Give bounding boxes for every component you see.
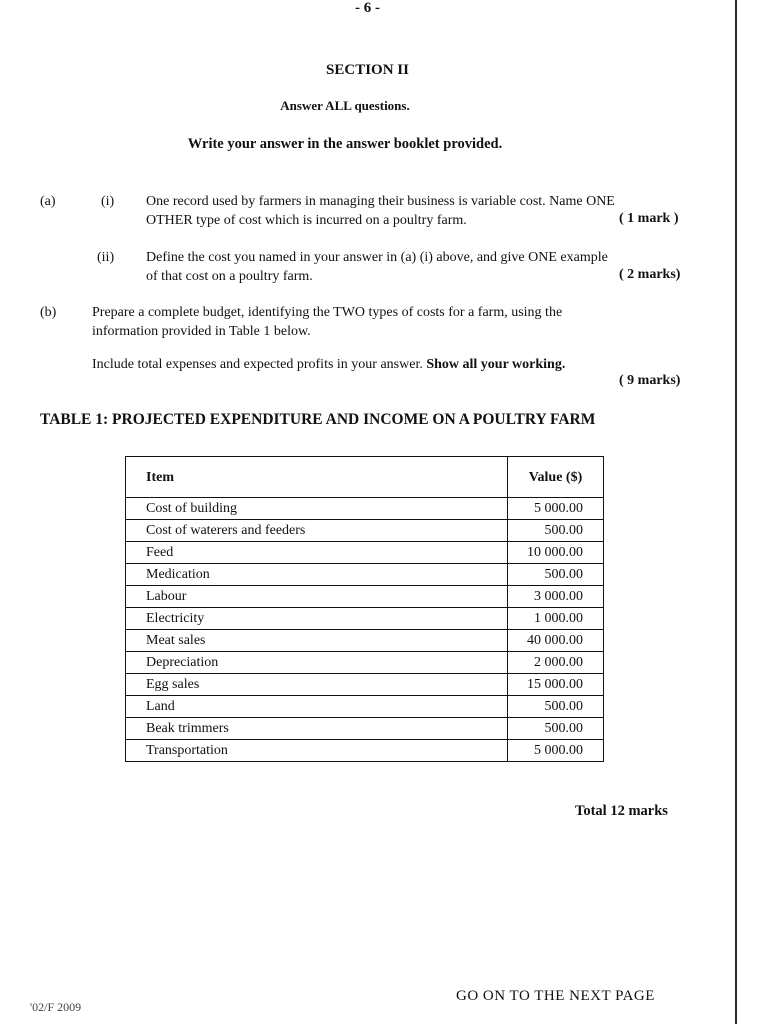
value-cell: 5 000.00: [508, 740, 604, 762]
item-cell: Depreciation: [126, 652, 508, 674]
value-cell: 500.00: [508, 718, 604, 740]
question-a-label: (a): [40, 194, 56, 209]
question-a-ii-label: (ii): [97, 250, 115, 265]
value-cell: 5 000.00: [508, 498, 604, 520]
column-header-item: Item: [126, 457, 508, 498]
page-number: - 6 -: [355, 0, 380, 16]
page-edge-line: [735, 0, 737, 1024]
table-row: [126, 718, 604, 740]
value-cell: 2 000.00: [508, 652, 604, 674]
table-row: [126, 630, 604, 652]
item-cell: Electricity: [126, 608, 508, 630]
table-row: [126, 520, 604, 542]
question-b-line2: information provided in Table 1 below.: [92, 324, 311, 339]
question-a-i-marks: ( 1 mark ): [619, 211, 679, 226]
table-row: [126, 740, 604, 762]
table-row: [126, 652, 604, 674]
footer-next-page: GO ON TO THE NEXT PAGE: [456, 988, 655, 1004]
item-cell: Transportation: [126, 740, 508, 762]
item-cell: Meat sales: [126, 630, 508, 652]
table-title: TABLE 1: PROJECTED EXPENDITURE AND INCOME ON A POULTRY FARM: [40, 411, 596, 428]
section-title: SECTION II: [326, 62, 409, 78]
item-cell: Beak trimmers: [126, 718, 508, 740]
instruction-answer-all: Answer ALL questions.: [280, 98, 410, 113]
question-a-ii-line2: of that cost on a poultry farm.: [146, 269, 313, 284]
table-row: [126, 674, 604, 696]
table-row: [126, 608, 604, 630]
value-cell: 3 000.00: [508, 586, 604, 608]
footer-exam-code: '02/F 2009: [30, 1000, 82, 1014]
table-row: [126, 586, 604, 608]
question-b-marks: ( 9 marks): [619, 373, 681, 388]
item-cell: Egg sales: [126, 674, 508, 696]
question-b-line3-text: Include total expenses and expected profits in your answer.: [92, 357, 423, 372]
data-table: [125, 456, 604, 762]
item-cell: Medication: [126, 564, 508, 586]
value-cell: 500.00: [508, 564, 604, 586]
item-cell: Labour: [126, 586, 508, 608]
value-cell: 1 000.00: [508, 608, 604, 630]
item-cell: Cost of waterers and feeders: [126, 520, 508, 542]
question-a-i-label: (i): [101, 194, 115, 209]
question-a-ii-line1: Define the cost you named in your answer in (a) (i) above, and give ONE example: [146, 250, 608, 265]
question-a-ii-marks: ( 2 marks): [619, 267, 681, 282]
instruction-write-answer: Write your answer in the answer booklet provided.: [187, 136, 503, 152]
column-header-value: Value ($): [508, 457, 604, 498]
table-row: [126, 542, 604, 564]
question-b-line1: Prepare a complete budget, identifying the TWO types of costs for a farm, using the: [92, 305, 563, 320]
item-cell: Feed: [126, 542, 508, 564]
value-cell: 15 000.00: [508, 674, 604, 696]
value-cell: 10 000.00: [508, 542, 604, 564]
value-cell: 40 000.00: [508, 630, 604, 652]
table-row: [126, 498, 604, 520]
question-b-line3: [92, 355, 565, 374]
table-header-row: [126, 457, 604, 498]
value-cell: 500.00: [508, 520, 604, 542]
table-row: [126, 696, 604, 718]
value-cell: 500.00: [508, 696, 604, 718]
question-a-i-line2: OTHER type of cost which is incurred on a poultry farm.: [146, 213, 467, 228]
item-cell: Cost of building: [126, 498, 508, 520]
item-cell: Land: [126, 696, 508, 718]
table-row: [126, 564, 604, 586]
question-b-label: (b): [40, 305, 57, 320]
total-marks: Total 12 marks: [575, 803, 668, 819]
question-b-line3-bold: Show all your working.: [426, 357, 566, 372]
question-a-i-line1: One record used by farmers in managing their business is variable cost. Name ONE: [146, 194, 615, 209]
